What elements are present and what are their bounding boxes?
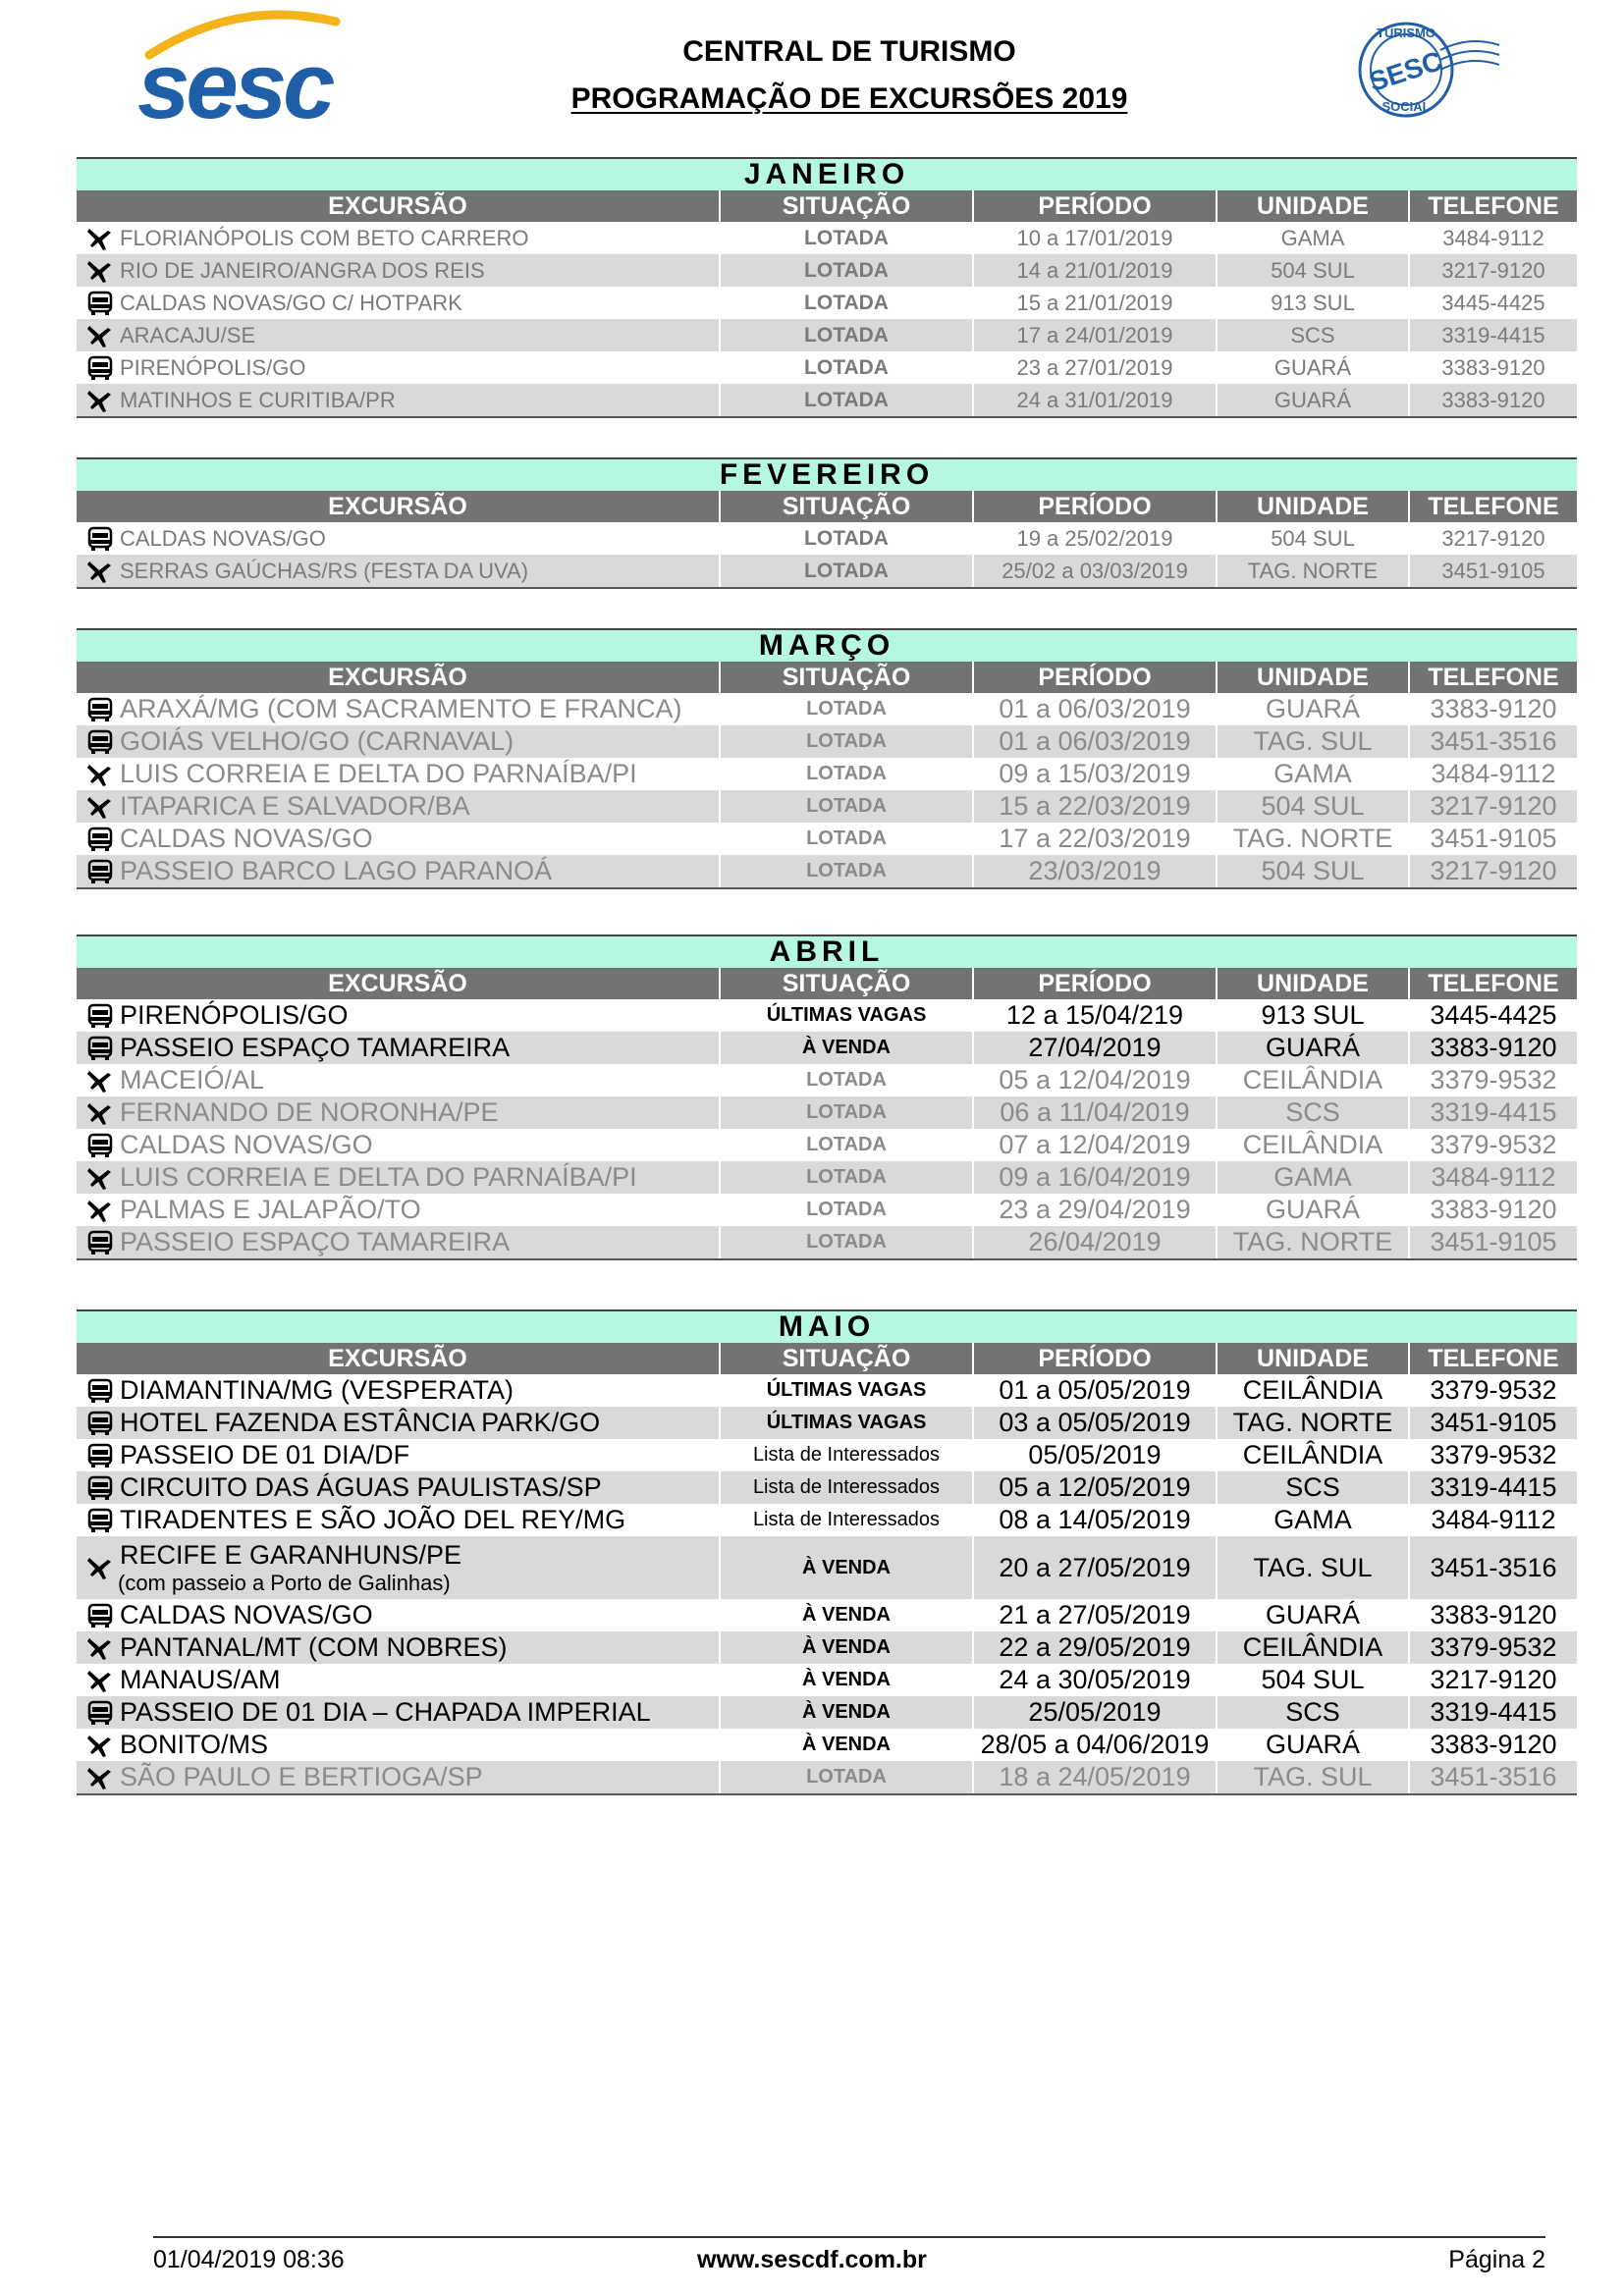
phone-cell: 3451-9105 — [1430, 1408, 1557, 1437]
unit-cell: CEILÂNDIA — [1218, 1064, 1410, 1096]
month-title: JANEIRO — [77, 157, 1577, 190]
airplane-icon — [86, 1765, 114, 1790]
phone-cell: 3217-9120 — [1430, 791, 1557, 821]
phone-cell: 3217-9120 — [1441, 526, 1545, 551]
unit-cell: 504 SUL — [1218, 522, 1410, 555]
table-row[interactable] — [77, 725, 1577, 758]
phone-cell: 3451-3516 — [1430, 1762, 1557, 1791]
status-cell: À VENDA — [721, 1729, 974, 1761]
airplane-icon — [86, 794, 114, 820]
excursion-name: PASSEIO BARCO LAGO PARANOÁ — [120, 856, 553, 885]
table-row[interactable] — [77, 855, 1577, 887]
phone-cell: 3379-9532 — [1430, 1065, 1557, 1095]
period-cell: 21 a 27/05/2019 — [974, 1599, 1218, 1631]
period-cell: 01 a 06/03/2019 — [974, 725, 1218, 758]
unit-cell: SCS — [1218, 1696, 1410, 1729]
airplane-icon — [86, 258, 114, 284]
period-cell: 25/05/2019 — [974, 1696, 1218, 1729]
col-excursao: EXCURSÃO — [77, 491, 721, 522]
table-row[interactable] — [77, 1096, 1577, 1129]
status-cell: LOTADA — [721, 222, 974, 254]
excursion-name: CALDAS NOVAS/GO C/ HOTPARK — [120, 291, 462, 315]
sesc-logo — [130, 8, 355, 126]
turismo-social-seal — [1347, 16, 1504, 124]
status-cell: LOTADA — [721, 1096, 974, 1129]
excursion-name: DIAMANTINA/MG (VESPERATA) — [120, 1375, 514, 1405]
unit-cell: GUARÁ — [1218, 351, 1410, 384]
table-row[interactable] — [77, 1439, 1577, 1471]
unit-cell: 913 SUL — [1218, 999, 1410, 1032]
page-number: Página 2 — [1448, 2246, 1545, 2273]
col-excursao: EXCURSÃO — [77, 662, 721, 693]
period-cell: 12 a 15/04/219 — [974, 999, 1218, 1032]
table-row[interactable] — [77, 999, 1577, 1032]
status-cell: ÚLTIMAS VAGAS — [721, 1407, 974, 1439]
status-cell: Lista de Interessados — [721, 1471, 974, 1504]
unit-cell: CEILÂNDIA — [1218, 1129, 1410, 1161]
excursion-name: MATINHOS E CURITIBA/PR — [120, 388, 396, 412]
col-unidade: UNIDADE — [1218, 491, 1410, 522]
table-row[interactable] — [77, 1696, 1577, 1729]
unit-cell: SCS — [1218, 1096, 1410, 1129]
bus-icon — [86, 1508, 114, 1533]
column-headers — [77, 190, 1577, 222]
month-section — [77, 457, 1577, 589]
airplane-icon — [86, 1068, 114, 1094]
period-cell: 22 a 29/05/2019 — [974, 1631, 1218, 1664]
unit-cell: CEILÂNDIA — [1218, 1374, 1410, 1407]
period-cell: 03 a 05/05/2019 — [974, 1407, 1218, 1439]
col-telefone: TELEFONE — [1428, 664, 1559, 691]
unit-cell: GUARÁ — [1218, 693, 1410, 725]
month-section — [77, 628, 1577, 889]
bus-icon — [86, 827, 114, 852]
status-cell: À VENDA — [721, 1599, 974, 1631]
phone-cell: 3451-9105 — [1441, 559, 1545, 583]
col-excursao: EXCURSÃO — [77, 1343, 721, 1374]
airplane-icon — [86, 388, 114, 413]
unit-cell: 504 SUL — [1218, 1664, 1410, 1696]
table-row[interactable] — [77, 222, 1577, 254]
period-cell: 23 a 29/04/2019 — [974, 1194, 1218, 1226]
print-datetime: 01/04/2019 08:36 — [153, 2246, 345, 2273]
period-cell: 19 a 25/02/2019 — [974, 522, 1218, 555]
col-unidade: UNIDADE — [1218, 190, 1410, 222]
table-row[interactable] — [77, 1161, 1577, 1194]
excursion-name: PIRENÓPOLIS/GO — [120, 1000, 349, 1030]
period-cell: 18 a 24/05/2019 — [974, 1761, 1218, 1793]
col-unidade: UNIDADE — [1218, 1343, 1410, 1374]
table-row[interactable] — [77, 790, 1577, 823]
status-cell: LOTADA — [721, 725, 974, 758]
col-periodo: PERÍODO — [974, 968, 1218, 999]
month-section — [77, 934, 1577, 1260]
status-cell: À VENDA — [721, 1696, 974, 1729]
status-cell: ÚLTIMAS VAGAS — [721, 1374, 974, 1407]
period-cell: 05 a 12/04/2019 — [974, 1064, 1218, 1096]
bus-icon — [86, 1230, 114, 1255]
unit-cell: GAMA — [1218, 1161, 1410, 1194]
excursion-name: LUIS CORREIA E DELTA DO PARNAÍBA/PI — [120, 1162, 637, 1192]
airplane-icon — [86, 1668, 114, 1693]
table-row[interactable] — [77, 693, 1577, 725]
col-situacao: SITUAÇÃO — [721, 662, 974, 693]
period-cell: 14 a 21/01/2019 — [974, 254, 1218, 287]
status-cell: LOTADA — [721, 1194, 974, 1226]
col-situacao: SITUAÇÃO — [721, 1343, 974, 1374]
unit-cell: 913 SUL — [1218, 287, 1410, 319]
period-cell: 15 a 22/03/2019 — [974, 790, 1218, 823]
period-cell: 05/05/2019 — [974, 1439, 1218, 1471]
airplane-icon — [86, 1555, 114, 1580]
unit-cell: GUARÁ — [1218, 1194, 1410, 1226]
table-row[interactable] — [77, 1729, 1577, 1761]
phone-cell: 3451-9105 — [1430, 1227, 1557, 1256]
unit-cell: CEILÂNDIA — [1218, 1631, 1410, 1664]
excursion-name: FLORIANÓPOLIS COM BETO CARRERO — [120, 226, 529, 250]
bus-icon — [86, 1603, 114, 1629]
column-headers — [77, 1343, 1577, 1374]
bus-icon — [86, 1378, 114, 1404]
phone-cell: 3379-9532 — [1430, 1130, 1557, 1159]
table-row[interactable] — [77, 1064, 1577, 1096]
unit-cell: TAG. NORTE — [1218, 1226, 1410, 1258]
status-cell: LOTADA — [721, 384, 974, 416]
excursion-name: BONITO/MS — [120, 1730, 269, 1759]
bus-icon — [86, 1443, 114, 1468]
excursion-name: RIO DE JANEIRO/ANGRA DOS REIS — [120, 258, 485, 283]
phone-cell: 3451-3516 — [1430, 726, 1557, 756]
month-section — [77, 1309, 1577, 1795]
table-row[interactable] — [77, 1032, 1577, 1064]
unit-cell: CEILÂNDIA — [1218, 1439, 1410, 1471]
phone-cell: 3383-9120 — [1430, 1600, 1557, 1629]
table-row[interactable] — [77, 1664, 1577, 1696]
status-cell: LOTADA — [721, 287, 974, 319]
table-row[interactable] — [77, 1407, 1577, 1439]
website-link[interactable]: www.sescdf.com.br — [697, 2246, 927, 2273]
airplane-icon — [86, 226, 114, 251]
airplane-icon — [86, 1100, 114, 1126]
phone-cell: 3217-9120 — [1441, 258, 1545, 283]
col-telefone: TELEFONE — [1428, 493, 1559, 520]
phone-cell: 3379-9532 — [1430, 1375, 1557, 1405]
excursion-name: CALDAS NOVAS/GO — [120, 526, 326, 551]
svg-text:TURISMO: TURISMO — [1377, 26, 1435, 40]
period-cell: 09 a 15/03/2019 — [974, 758, 1218, 790]
excursion-name: LUIS CORREIA E DELTA DO PARNAÍBA/PI — [120, 759, 637, 788]
period-cell: 24 a 30/05/2019 — [974, 1664, 1218, 1696]
period-cell: 07 a 12/04/2019 — [974, 1129, 1218, 1161]
status-cell: LOTADA — [721, 319, 974, 351]
excursion-note: (com passeio a Porto de Galinhas) — [118, 1570, 451, 1595]
status-cell: LOTADA — [721, 823, 974, 855]
unit-cell: TAG. SUL — [1218, 725, 1410, 758]
excursion-name: PASSEIO DE 01 DIA/DF — [120, 1440, 410, 1469]
airplane-icon — [86, 1165, 114, 1191]
status-cell: ÚLTIMAS VAGAS — [721, 999, 974, 1032]
period-cell: 28/05 a 04/06/2019 — [974, 1729, 1218, 1761]
col-unidade: UNIDADE — [1218, 968, 1410, 999]
airplane-icon — [86, 1635, 114, 1661]
period-cell: 01 a 05/05/2019 — [974, 1374, 1218, 1407]
phone-cell: 3217-9120 — [1430, 856, 1557, 885]
col-telefone: TELEFONE — [1428, 1345, 1559, 1372]
phone-cell: 3484-9112 — [1431, 1505, 1556, 1534]
airplane-icon — [86, 1198, 114, 1223]
excursion-name: ITAPARICA E SALVADOR/BA — [120, 791, 470, 821]
excursion-name: CALDAS NOVAS/GO — [120, 824, 373, 853]
unit-cell: TAG. NORTE — [1218, 555, 1410, 587]
period-cell: 27/04/2019 — [974, 1032, 1218, 1064]
bus-icon — [86, 1475, 114, 1501]
status-cell: LOTADA — [721, 1129, 974, 1161]
month-section — [77, 157, 1577, 418]
table-row[interactable] — [77, 1504, 1577, 1536]
month-title: MARÇO — [77, 628, 1577, 662]
table-row[interactable] — [77, 1374, 1577, 1407]
table-row[interactable] — [77, 319, 1577, 351]
phone-cell: 3383-9120 — [1430, 1195, 1557, 1224]
unit-cell: GUARÁ — [1218, 1032, 1410, 1064]
period-cell: 10 a 17/01/2019 — [974, 222, 1218, 254]
unit-cell: TAG. NORTE — [1218, 1407, 1410, 1439]
unit-cell: GUARÁ — [1218, 384, 1410, 416]
excursion-name: FERNANDO DE NORONHA/PE — [120, 1097, 499, 1127]
unit-cell: TAG. SUL — [1218, 1536, 1410, 1599]
period-cell: 23/03/2019 — [974, 855, 1218, 887]
excursion-name: CALDAS NOVAS/GO — [120, 1600, 373, 1629]
col-situacao: SITUAÇÃO — [721, 968, 974, 999]
period-cell: 15 a 21/01/2019 — [974, 287, 1218, 319]
phone-cell: 3319-4415 — [1441, 323, 1545, 347]
table-row[interactable] — [77, 1194, 1577, 1226]
excursion-name: TIRADENTES E SÃO JOÃO DEL REY/MG — [120, 1505, 626, 1534]
phone-cell: 3217-9120 — [1430, 1665, 1557, 1694]
period-cell: 06 a 11/04/2019 — [974, 1096, 1218, 1129]
airplane-icon — [86, 1733, 114, 1758]
excursion-name: ARACAJU/SE — [120, 323, 256, 347]
column-headers — [77, 491, 1577, 522]
table-row[interactable] — [77, 1536, 1577, 1599]
phone-cell: 3484-9112 — [1431, 759, 1556, 788]
phone-cell: 3383-9120 — [1441, 388, 1545, 412]
table-row[interactable] — [77, 1761, 1577, 1793]
period-cell: 17 a 22/03/2019 — [974, 823, 1218, 855]
table-row[interactable] — [77, 522, 1577, 555]
unit-cell: 504 SUL — [1218, 855, 1410, 887]
phone-cell: 3451-9105 — [1430, 824, 1557, 853]
month-title: MAIO — [77, 1309, 1577, 1343]
table-row[interactable] — [77, 287, 1577, 319]
table-row[interactable] — [77, 254, 1577, 287]
excursion-name: ARAXÁ/MG (COM SACRAMENTO E FRANCA) — [120, 694, 682, 723]
bus-icon — [86, 526, 114, 552]
status-cell: Lista de Interessados — [721, 1439, 974, 1471]
logo-text: sesc — [137, 33, 332, 126]
table-row[interactable] — [77, 1471, 1577, 1504]
phone-cell: 3484-9112 — [1431, 1162, 1556, 1192]
page-header — [0, 0, 1624, 137]
excursion-name: PASSEIO DE 01 DIA – CHAPADA IMPERIAL — [120, 1697, 651, 1727]
excursion-name: PALMAS E JALAPÃO/TO — [120, 1195, 421, 1224]
column-headers — [77, 662, 1577, 693]
page-title: CENTRAL DE TURISMO — [682, 35, 1016, 68]
phone-cell: 3451-3516 — [1430, 1552, 1557, 1582]
unit-cell: GAMA — [1218, 1504, 1410, 1536]
status-cell: LOTADA — [721, 254, 974, 287]
excursion-name: RECIFE E GARANHUNS/PE — [120, 1539, 462, 1570]
status-cell: LOTADA — [721, 351, 974, 384]
table-row[interactable] — [77, 1129, 1577, 1161]
month-title: ABRIL — [77, 934, 1577, 968]
col-unidade: UNIDADE — [1218, 662, 1410, 693]
excursion-name: GOIÁS VELHO/GO (CARNAVAL) — [120, 726, 514, 756]
status-cell: Lista de Interessados — [721, 1504, 974, 1536]
unit-cell: GUARÁ — [1218, 1599, 1410, 1631]
bus-icon — [86, 291, 114, 316]
table-row[interactable] — [77, 351, 1577, 384]
period-cell: 05 a 12/05/2019 — [974, 1471, 1218, 1504]
excursion-name: PASSEIO ESPAÇO TAMAREIRA — [120, 1033, 511, 1062]
period-cell: 25/02 a 03/03/2019 — [974, 555, 1218, 587]
col-periodo: PERÍODO — [974, 190, 1218, 222]
bus-icon — [86, 1036, 114, 1061]
period-cell: 17 a 24/01/2019 — [974, 319, 1218, 351]
period-cell: 23 a 27/01/2019 — [974, 351, 1218, 384]
table-row[interactable] — [77, 758, 1577, 790]
period-cell: 08 a 14/05/2019 — [974, 1504, 1218, 1536]
bus-icon — [86, 1411, 114, 1436]
excursion-name: HOTEL FAZENDA ESTÂNCIA PARK/GO — [120, 1408, 601, 1437]
column-headers — [77, 968, 1577, 999]
excursion-name: PANTANAL/MT (COM NOBRES) — [120, 1632, 508, 1662]
status-cell: LOTADA — [721, 790, 974, 823]
page-footer — [153, 2236, 1545, 2273]
excursion-name: PIRENÓPOLIS/GO — [120, 355, 306, 380]
bus-icon — [86, 1700, 114, 1726]
excursion-name: SÃO PAULO E BERTIOGA/SP — [120, 1762, 483, 1791]
phone-cell: 3379-9532 — [1430, 1440, 1557, 1469]
phone-cell: 3445-4425 — [1441, 291, 1545, 315]
phone-cell: 3319-4415 — [1430, 1097, 1557, 1127]
status-cell: LOTADA — [721, 522, 974, 555]
table-row[interactable] — [77, 1631, 1577, 1664]
status-cell: LOTADA — [721, 1226, 974, 1258]
month-title: FEVEREIRO — [77, 457, 1577, 491]
status-cell: LOTADA — [721, 1161, 974, 1194]
table-row[interactable] — [77, 555, 1577, 587]
period-cell: 24 a 31/01/2019 — [974, 384, 1218, 416]
unit-cell: GUARÁ — [1218, 1729, 1410, 1761]
airplane-icon — [86, 323, 114, 348]
bus-icon — [86, 697, 114, 722]
period-cell: 26/04/2019 — [974, 1226, 1218, 1258]
unit-cell: SCS — [1218, 319, 1410, 351]
airplane-icon — [86, 762, 114, 787]
status-cell: À VENDA — [721, 1032, 974, 1064]
table-row[interactable] — [77, 1226, 1577, 1258]
unit-cell: TAG. SUL — [1218, 1761, 1410, 1793]
phone-cell: 3383-9120 — [1430, 694, 1557, 723]
unit-cell: 504 SUL — [1218, 790, 1410, 823]
col-excursao: EXCURSÃO — [77, 190, 721, 222]
phone-cell: 3379-9532 — [1430, 1632, 1557, 1662]
status-cell: À VENDA — [721, 1664, 974, 1696]
unit-cell: GAMA — [1218, 222, 1410, 254]
excursion-name: PASSEIO ESPAÇO TAMAREIRA — [120, 1227, 511, 1256]
phone-cell: 3383-9120 — [1441, 355, 1545, 380]
bus-icon — [86, 1133, 114, 1158]
period-cell: 20 a 27/05/2019 — [974, 1536, 1218, 1599]
status-cell: À VENDA — [721, 1631, 974, 1664]
table-row[interactable] — [77, 1599, 1577, 1631]
bus-icon — [86, 355, 114, 381]
col-telefone: TELEFONE — [1428, 192, 1559, 220]
table-row[interactable] — [77, 823, 1577, 855]
phone-cell: 3319-4415 — [1430, 1472, 1557, 1502]
col-periodo: PERÍODO — [974, 662, 1218, 693]
status-cell: LOTADA — [721, 693, 974, 725]
table-row[interactable] — [77, 384, 1577, 416]
phone-cell: 3445-4425 — [1430, 1000, 1557, 1030]
col-situacao: SITUAÇÃO — [721, 190, 974, 222]
unit-cell: TAG. NORTE — [1218, 823, 1410, 855]
excursion-name: MACEIÓ/AL — [120, 1065, 265, 1095]
unit-cell: SCS — [1218, 1471, 1410, 1504]
unit-cell: 504 SUL — [1218, 254, 1410, 287]
status-cell: LOTADA — [721, 855, 974, 887]
excursion-name: CIRCUITO DAS ÁGUAS PAULISTAS/SP — [120, 1472, 602, 1502]
bus-icon — [86, 1003, 114, 1029]
col-telefone: TELEFONE — [1428, 970, 1559, 997]
excursion-name: MANAUS/AM — [120, 1665, 281, 1694]
status-cell: À VENDA — [721, 1536, 974, 1599]
status-cell: LOTADA — [721, 758, 974, 790]
svg-text:SESC: SESC — [1365, 45, 1446, 98]
col-excursao: EXCURSÃO — [77, 968, 721, 999]
col-periodo: PERÍODO — [974, 1343, 1218, 1374]
period-cell: 01 a 06/03/2019 — [974, 693, 1218, 725]
bus-icon — [86, 859, 114, 884]
phone-cell: 3383-9120 — [1430, 1730, 1557, 1759]
col-situacao: SITUAÇÃO — [721, 491, 974, 522]
status-cell: LOTADA — [721, 1761, 974, 1793]
phone-cell: 3319-4415 — [1430, 1697, 1557, 1727]
excursion-name: SERRAS GAÚCHAS/RS (FESTA DA UVA) — [120, 559, 529, 583]
phone-cell: 3484-9112 — [1442, 226, 1544, 250]
phone-cell: 3383-9120 — [1430, 1033, 1557, 1062]
status-cell: LOTADA — [721, 555, 974, 587]
period-cell: 09 a 16/04/2019 — [974, 1161, 1218, 1194]
unit-cell: GAMA — [1218, 758, 1410, 790]
page-subtitle: PROGRAMAÇÃO DE EXCURSÕES 2019 — [570, 82, 1128, 115]
airplane-icon — [86, 559, 114, 584]
excursion-name: CALDAS NOVAS/GO — [120, 1130, 373, 1159]
bus-icon — [86, 729, 114, 755]
col-periodo: PERÍODO — [974, 491, 1218, 522]
svg-text:SOCIAL: SOCIAL — [1381, 99, 1431, 114]
status-cell: LOTADA — [721, 1064, 974, 1096]
